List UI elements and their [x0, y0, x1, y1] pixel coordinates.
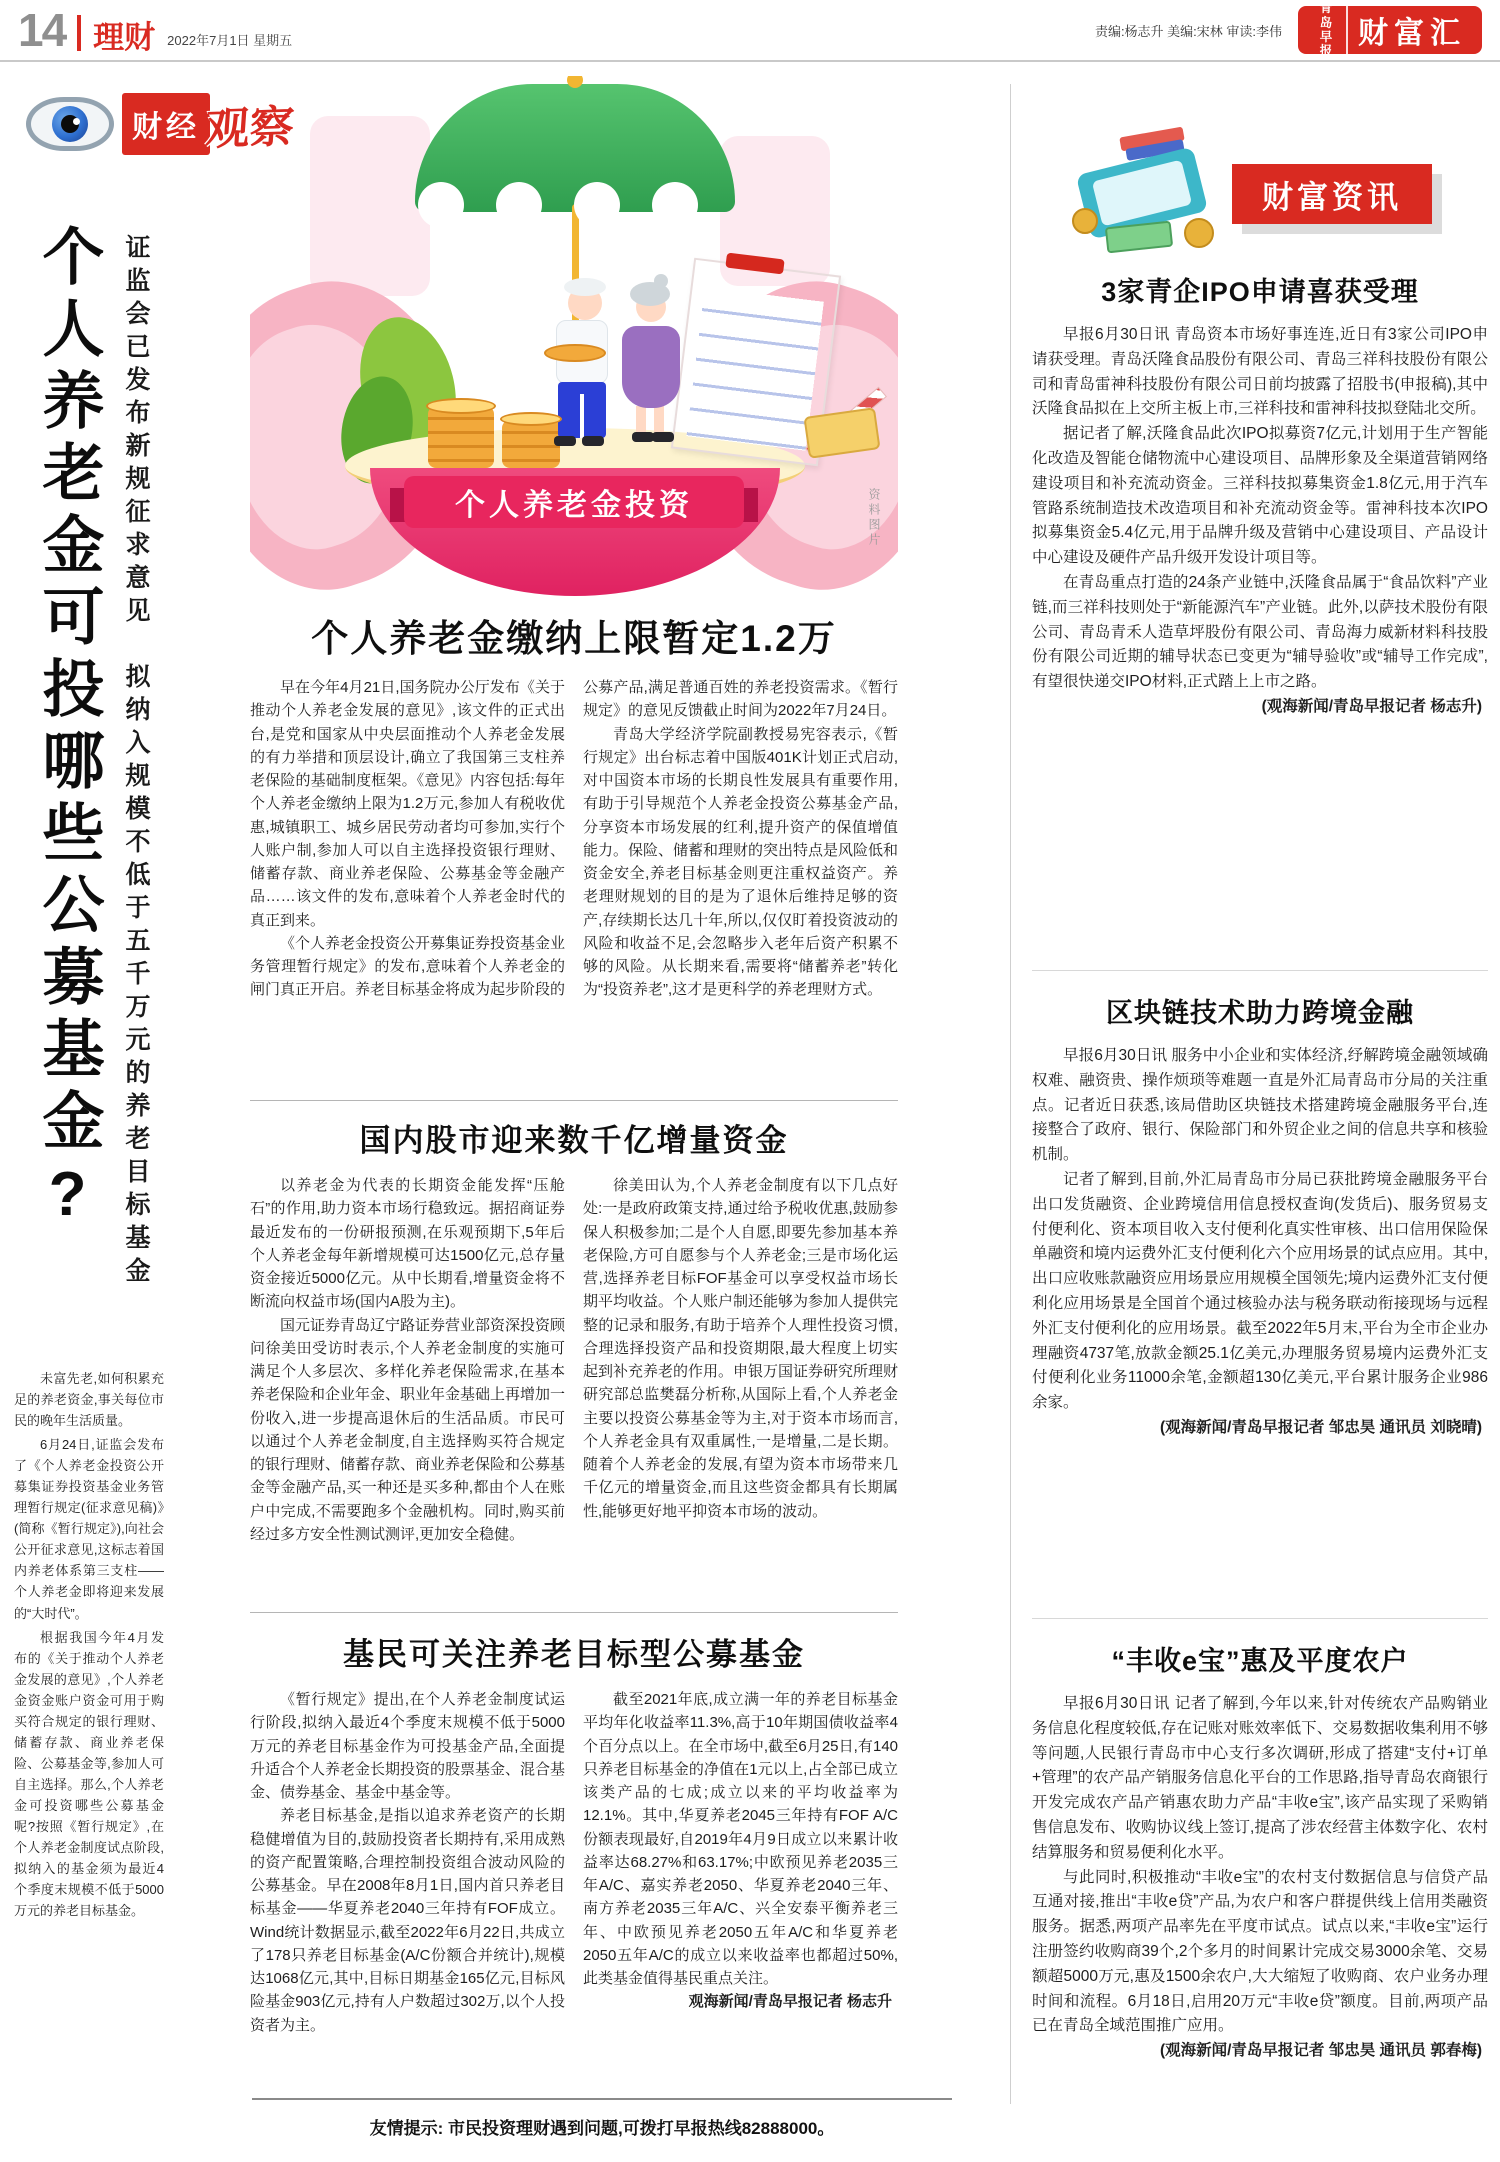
article-body: [1032, 1692, 1488, 2064]
article-ipo-accepted: [1032, 270, 1488, 970]
page-date: 2022年7月1日 星期五: [167, 33, 293, 48]
brand-title: 财富汇: [1358, 17, 1466, 50]
article-byline: 观海新闻/青岛早报记者 杨志升: [688, 1993, 892, 2011]
article-body: [1032, 1044, 1488, 1441]
article-body: [1032, 323, 1488, 720]
section-name: 理财: [93, 20, 156, 55]
article-paragraph: 记者了解到,目前,外汇局青岛市分局已获批跨境金融服务平台出口发货融资、企业跨境信用信息授权查询(发货后)、服务贸易支付便利化、资本项目收入支付便利化真实性审核、出口信用保险保单融资和境内运费外汇支付便利化六个应用场景的试点应用。其中,出口应收账款融资应用场景应用规模全国领先;境内运费外汇支付便利化应用场景是全国首个通过核验办法与税务联动衔接现场与远程外汇支付便利化的应用场景。截至2022年5月末,平台为全市企业办理融资4737笔,放款金额25.1亿美元,办理服务贸易境内运费外汇支付便利化业务11000余笔,金额超130亿美元,平台累计服务企业986余家。: [1032, 1170, 1488, 1412]
logo-script-label: 观察: [203, 102, 296, 155]
article-paragraph: 在青岛重点打造的24条产业链中,沃隆食品属于“食品饮料”产业链,而三祥科技则处于“新能源汽车”产业链。此外,以萨技术股份有限公司、青岛青禾人造草坪股份有限公司、青岛海力威新材料科技股份有限公司近期的辅导状态已变更为“辅导验收”或“辅导工作完成”,有望很快递交IPO材料,正式踏上上市之路。: [1032, 573, 1488, 691]
article-title: “丰收e宝”惠及平度农户: [1111, 1646, 1409, 1676]
article-paragraph: 早在今年4月21日,国务院办公厅发布《关于推动个人养老金发展的意见》,该文件的正式出台,是党和国家从中央层面推动个人养老金发展的有力举措和顶层设计,确立了我国第三支柱养老保险的基础制度框架。《意见》内容包括:每年个人养老金缴纳上限为1.2万元,参加人有税收优惠,城镇职工、城乡居民劳动者均可参加,实行个人账户制,参加人可以自主选择投资银行理财、储蓄存款、商业养老保险、公募基金等金融产品……该文件的发布,意味着个人养老金时代的真正到来。: [250, 679, 565, 929]
article-body: [250, 676, 898, 1090]
logo-box-label: 财经: [122, 93, 210, 155]
note-paragraph: 根据我国今年4月发布的《关于推动个人养老金发展的意见》,个人养老金资金账户资金可用于购买符合规定的银行理财、储蓄存款、商业养老保险、公募基金等,参加人可自主选择。那么,个人养老金可投资哪些公募基金呢?按照《暂行规定》,在个人养老金制度试点阶段,拟纳入的基金须为最近4个季度末规模不低于5000万元的养老目标基金。: [14, 1629, 164, 1919]
fortune-news-badge: 财富资讯: [1232, 164, 1432, 224]
article-byline: (观海新闻/青岛早报记者 杨志升): [1261, 697, 1482, 715]
article-paragraph: 《个人养老金投资公开募集证券投资基金业务管理暂行规定》的发布,意味着个人养老金的闸门真正开启。养老目标基金将成为起步阶段的公募产品,满足普通百姓的养老投资需求。《暂行规定》的意见反馈截止时间为2022年7月24日。: [250, 679, 898, 999]
article-stock-inflow: [250, 1100, 898, 1610]
coins-icon: [502, 420, 560, 468]
page-number: 14: [18, 4, 66, 56]
article-byline: (观海新闻/青岛早报记者 邹忠昊 通讯员 刘晓晴): [1159, 1418, 1482, 1436]
article-byline: (观海新闻/青岛早报记者 邹忠昊 通讯员 郭春梅): [1159, 2042, 1482, 2060]
fortune-news-header: [1032, 118, 1488, 256]
illustration-credit: 资料图片: [867, 488, 881, 548]
article-paragraph: 早报6月30日讯 青岛资本市场好事连连,近日有3家公司IPO申请获受理。青岛沃隆食品股份有限公司、青岛三祥科技股份有限公司和青岛雷神科技股份有限公司日前均披露了招股书(申报稿),其中沃隆食品拟在上交所主板上市,三祥科技和雷神科技拟登陆北交所。: [1032, 326, 1488, 418]
brand-badge: [1298, 1, 1482, 59]
note-paragraph: 未富先老,如何积累充足的养老资金,事关每位市民的晚年生活质量。: [14, 1371, 164, 1429]
article-target-funds: [250, 1612, 898, 2092]
article-paragraph: 早报6月30日讯 服务中小企业和实体经济,纾解跨境金融领域确权难、融资贵、操作烦琐等难题一直是外汇局青岛市分局的关注重点。记者近日获悉,该局借助区块链技术搭建跨境金融服务平台,连接整合了政府、银行、保险部门和外贸企业之间的信息共享和核验机制。: [1032, 1047, 1488, 1164]
masthead-logo: 青岛早报: [1314, 1, 1348, 59]
article-title: 基民可关注养老目标型公募基金: [343, 1637, 805, 1672]
header-right: [1094, 1, 1482, 59]
article-fengshou-ebao: [1032, 1618, 1488, 2154]
city-silhouette: [310, 116, 430, 296]
page-header: [0, 0, 1500, 62]
left-note-column: [14, 1368, 164, 1924]
article-paragraph: 以养老金为代表的长期资金能发挥“压舱石”的作用,助力资本市场行稳致远。据招商证券最近发布的一份研报预测,在乐观预期下,5年后个人养老金每年新增规模可达1500亿元,总存量资金接近5000亿元。从中长期看,增量资金将不断流向权益市场(国内A股为主)。: [250, 1177, 565, 1311]
article-title: 个人养老金缴纳上限暂定1.2万: [311, 618, 837, 659]
vertical-main-headline: 个人养老金可投哪些公募基金?: [33, 224, 102, 1239]
article-paragraph: 《暂行规定》提出,在个人养老金制度试运行阶段,拟纳入最近4个季度末规模不低于5000万元的养老目标基金作为可投基金产品,全面提升适合个人养老金长期投资的股票基金、混合基金、债券基金、基金中基金等。: [250, 1691, 566, 1801]
article-body: [250, 1688, 898, 2092]
article-paragraph: 早报6月30日讯 记者了解到,今年以来,针对传统农产品购销业务信息化程度较低,存在记账对账效率低下、交易数据收集利用不够等问题,人民银行青岛市中心支行多次调研,形成了搭建“支付+订单+管理”的农产品产销服务信息化平台的工作思路,指导青岛农商银行开发完成农产品产销惠农助力产品“丰收e宝”,该产品实现了采购销售信息发布、收购协议线上签订,提高了涉农经营主体数字化、农村结算服务和贸易便利化水平。: [1032, 1695, 1488, 1861]
article-paragraph: 与此同时,积极推动“丰收e宝”的农村支付数据信息与信贷产品互通对接,推出“丰收e贷”产品,为农户和客户群提供线上信用类融资服务。据悉,两项产品率先在平度市试点。试点以来,“丰收e宝”运行注册签约收购商39个,2个多月的时间累计完成交易3000余笔、交易额超5000万元,惠及1500余农户,大大缩短了收购商、农户业务办理时间和流程。6月18日,启用20万元“丰收e贷”额度。目前,两项产品已在青岛全域范围推广应用。: [1032, 1868, 1488, 2035]
article-title: 国内股市迎来数千亿增量资金: [359, 1123, 789, 1158]
article-title: 3家青企IPO申请喜获受理: [1101, 277, 1419, 307]
article-pension-cap: [250, 608, 898, 1090]
article-body: [250, 1174, 898, 1610]
column-divider: [1010, 84, 1011, 2104]
coins-icon: [428, 406, 494, 468]
article-paragraph: 青岛大学经济学院副教授易宪容表示,《暂行规定》出台标志着中国版401K计划正式启动,对中国资本市场的长期良性发展具有重要作用,有助于引导规范个人养老金投资公募基金产品,分享资本市场发展的红利,提升资产的保值增值能力。保险、储蓄和理财的突出特点是风险低和资金安全,养老目标基金则更注重权益资产。养老理财规划的目的是为了退休后维持足够的资产,存续期长达几十年,所以,仅仅盯着投资波动的风险和收益不足,会忽略步入老年后资产积累不够的风险。从长期来看,需要将“储蓄养老”转化为“投资养老”,这才是更科学的养老理财方式。: [583, 725, 898, 999]
illustration-banner: 个人养老金投资: [404, 476, 744, 528]
article-title: 区块链技术助力跨境金融: [1106, 998, 1414, 1028]
note-paragraph: 6月24日,证监会发布了《个人养老金投资公开募集证券投资基金业务管理暂行规定(征求意见稿)》(简称《暂行规定》),向社会公开征求意见,这标志着国内养老体系第三支柱——个人养老金即将迎来发展的“大时代”。: [14, 1437, 164, 1621]
article-paragraph: 截至2021年底,成立满一年的养老目标基金平均年化收益率11.3%,高于10年期国债收益率4个百分点以上。在全市场中,截至6月25日,有140只养老目标基金的净值在1元以上,占全部已成立该类产品的七成;成立以来的平均收益率为12.1%。其中,华夏养老2045三年持有FOF A/C份额表现最好,自2019年4月9日成立以来累计收益率达68.27%和63.17%;中欧预见养老2035三年A/C、嘉实养老2050、华夏养老2040三年、南方养老2035三年A/C、兴全安泰平衡养老三年、中欧预见养老2050五年A/C和华夏养老2050五年A/C的成立以来收益率也都超过50%,此类基金值得基民重点关注。: [583, 1691, 898, 1987]
footer-tip-strip: [252, 2098, 952, 2139]
article-paragraph: 徐美田认为,个人养老金制度有以下几点好处:一是政府政策支持,通过给予税收优惠,鼓励参保人积极参加;二是个人自愿,即要先参加基本养老保险,方可自愿参与个人养老金;三是市场化运营,选择养老目标FOF基金可以享受权益市场长期平均收益。个人账户制还能够为参加人提供完整的记录和服务,有助于培养个人理性投资习惯,合理选择投资产品和投资期限,最大程度上切实起到补充养老的作用。申银万国证券研究所理财研究部总监樊磊分析称,从国际上看,个人养老金主要以投资公募基金等为主,对于资本市场而言,个人养老金具有双重属性,一是增量,二是长期。随着个人养老金的发展,有望为资本市场带来几千亿元的增量资金,而且这些资金都具有长期属性,能够更好地平抑资本市场的波动。: [583, 1177, 898, 1520]
vertical-subheadline: 证监会已发布新规征求意见 拟纳入规模不低于五千万元的养老目标基金: [122, 234, 150, 1290]
eye-icon: [26, 97, 114, 151]
editors-line: 责编:杨志升 美编:宋林 审读:李伟: [1094, 23, 1282, 39]
article-paragraph: 国元证券青岛辽宁路证券营业部资深投资顾问徐美田受访时表示,个人养老金制度的实施可满足个人多层次、多样化养老保险需求,在基本养老保险和企业年金、职业年金基础上再增加一份收入,进一步提高退休后的生活品质。市民可以通过个人养老金制度,自主选择购买符合规定的银行理财、储蓄存款、商业养老保险和公募基金等金融产品,买一种还是买多种,都由个人在账户中完成,不需要跑多个金融机构。同时,购买前经过多方安全性测试测评,更加安全稳健。: [250, 1316, 566, 1543]
article-paragraph: 据记者了解,沃隆食品此次IPO拟募资7亿元,计划用于生产智能化改造及智能仓储物流中心建设项目、品牌形象及全渠道营销网络建设项目和补充流动资金。三祥科技拟募集资金1.8亿元,用于汽车管路系统制造技术改造项目和补充流动资金等。雷神科技本次IPO拟募集资金5.4亿元,用于品牌升级及营销中心建设项目、产品设计中心建设及硬件产品升级开发设计项目等。: [1032, 425, 1488, 567]
pension-illustration: [250, 76, 898, 604]
fortune-news-column: [1032, 118, 1488, 2154]
gold-tray-icon: [544, 344, 606, 362]
header-left: [18, 4, 293, 56]
footer-tip: 友情提示: 市民投资理财遇到问题,可拨打早报热线82888000。: [369, 2119, 835, 2138]
article-blockchain-finance: [1032, 970, 1488, 1618]
money-tablet-icon: [1072, 126, 1222, 248]
caijing-guancha-logo: [26, 92, 294, 156]
section-divider: [77, 15, 81, 51]
article-paragraph: 养老目标基金,是指以追求养老资产的长期稳健增值为目的,鼓励投资者长期持有,采用成熟的资产配置策略,合理控制投资组合波动风险的公募基金。早在2008年8月1日,国内首只养老目标基金——华夏养老2040三年持有FOF成立。Wind统计数据显示,截至2022年6月22日,共成立了178只养老目标基金(A/C份额合并统计),规模达1068亿元,其中,目标日期基金165亿元,目标风险基金903亿元,持有人户数超过302万,以个人投资者为主。: [250, 1807, 565, 2034]
